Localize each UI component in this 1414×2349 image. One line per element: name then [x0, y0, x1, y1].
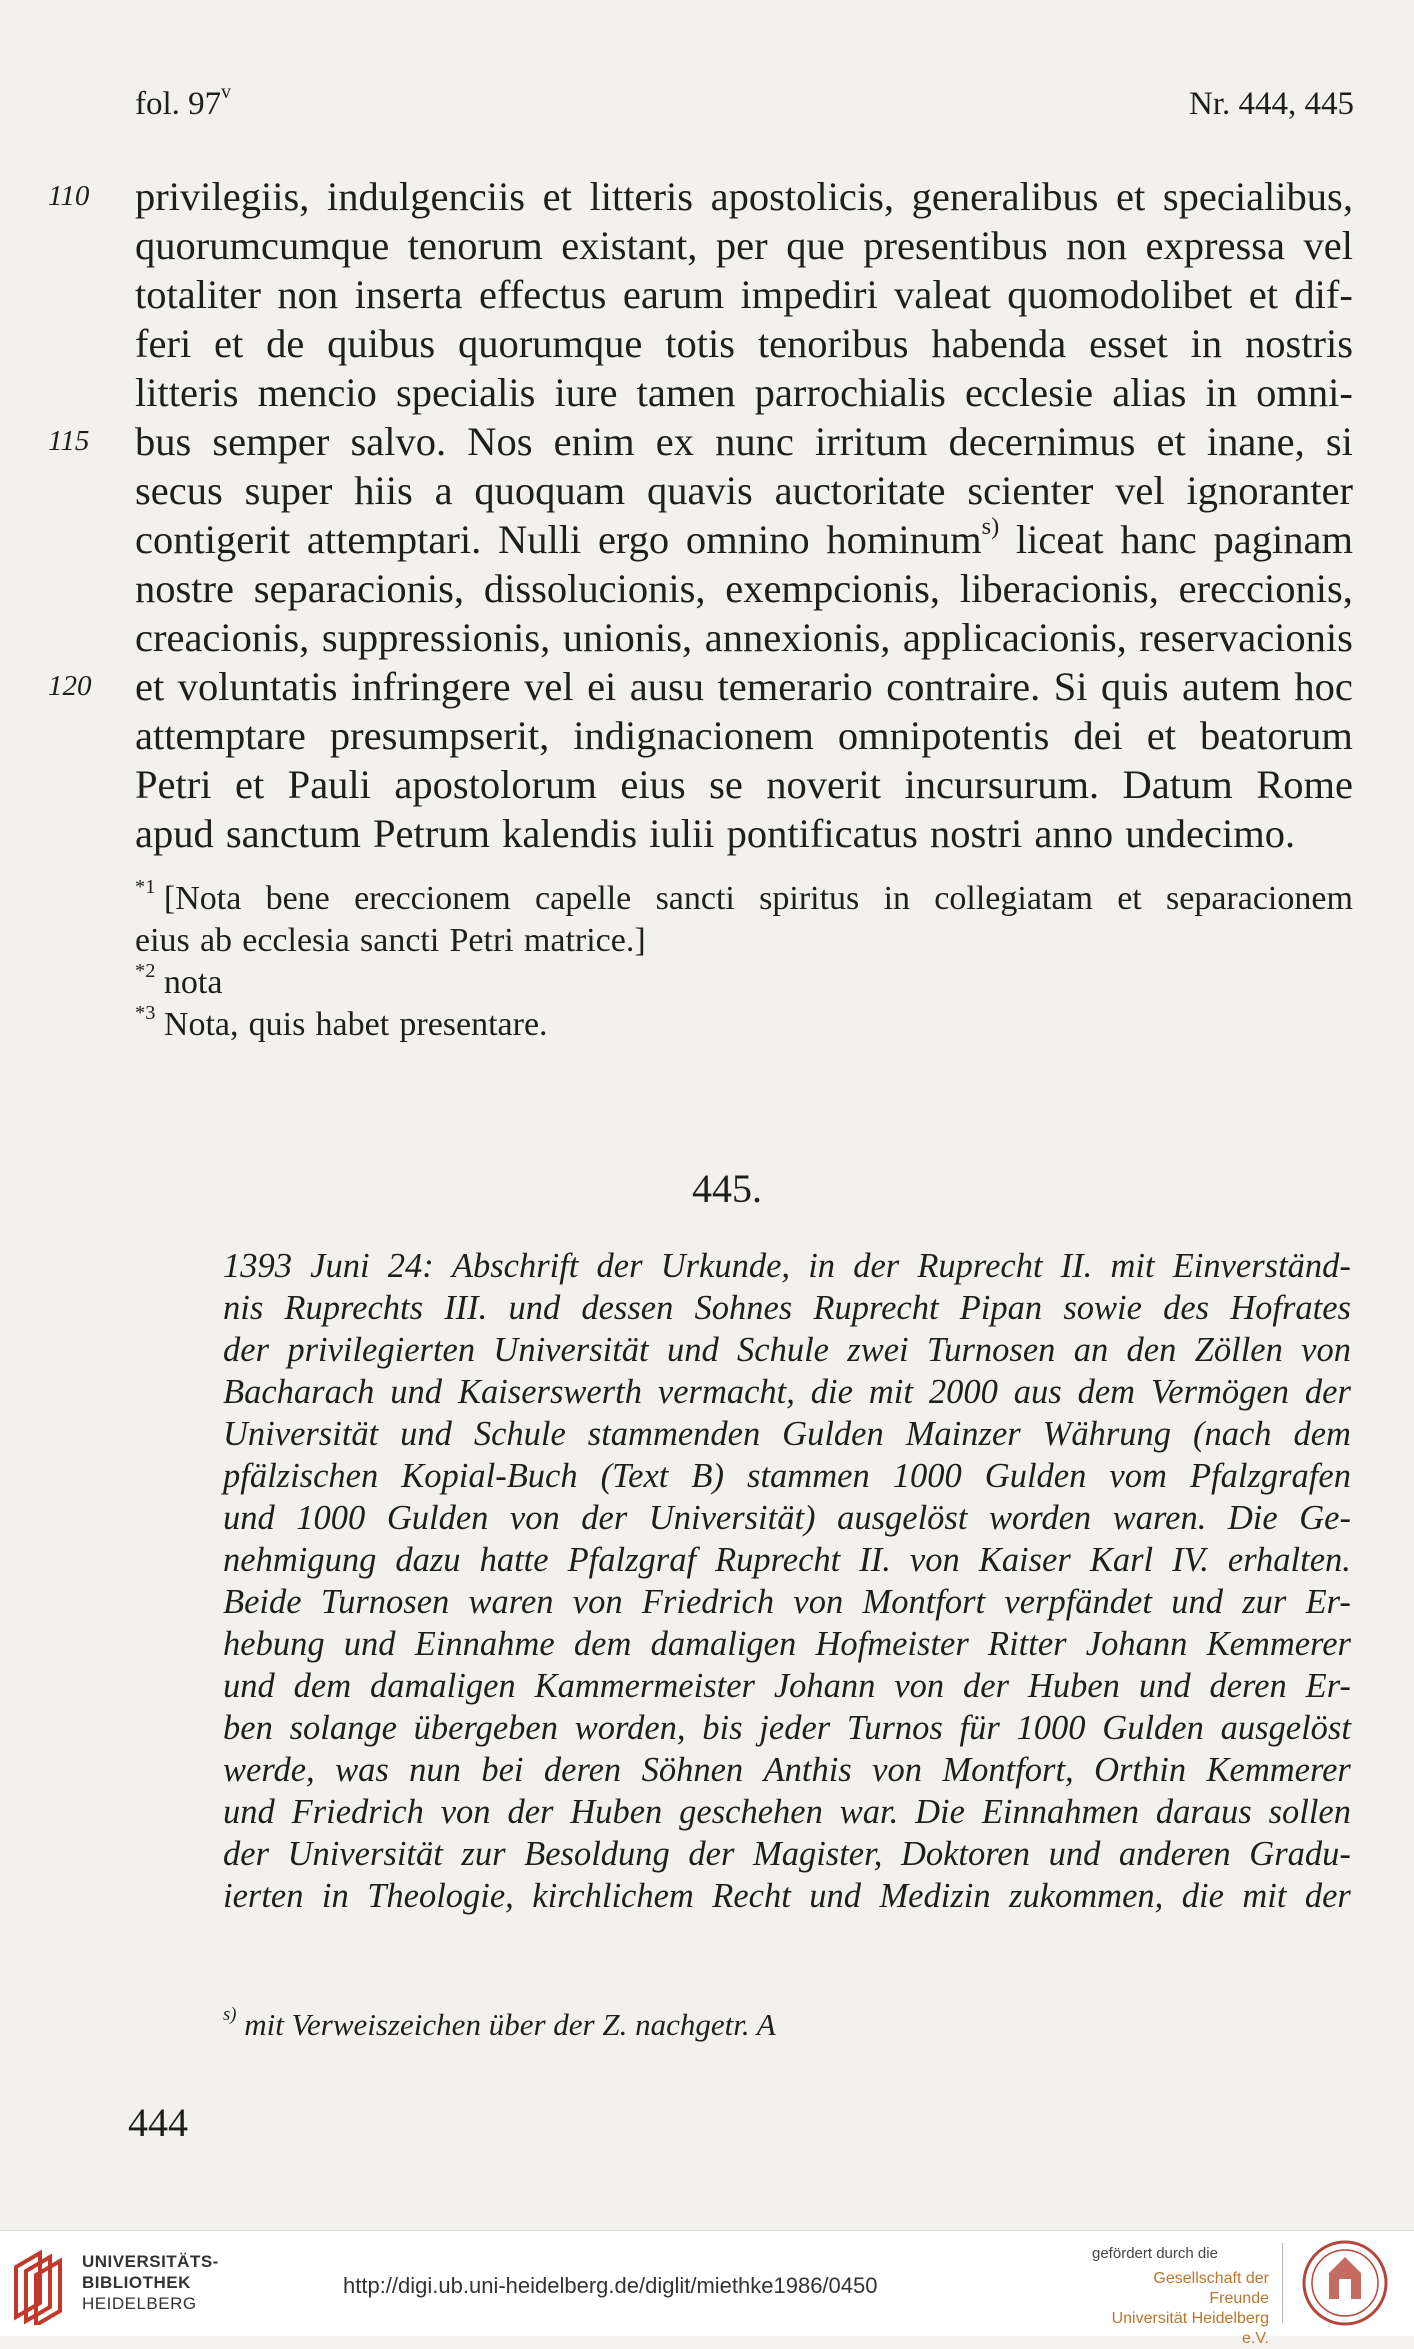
regest-line: 1393 Juni 24: Abschrift der Urkunde, in der Ruprecht II. mit Einverständ-	[223, 1247, 1351, 1285]
regest-line: hebung und Einnahme dem damaligen Hofmeister Ritter Johann Kemmerer	[223, 1625, 1351, 1663]
note-line: $^{*2}$ nota	[135, 959, 223, 1001]
main-text-body	[135, 172, 1353, 858]
document-number-reference: Nr. 444, 445	[1189, 86, 1354, 122]
university-seal-icon	[1295, 2239, 1395, 2327]
text-line: creacionis, suppressionis, unionis, annexionis, applicacionis, reservacionis	[135, 615, 1353, 660]
regest-line: und Friedrich von der Huben geschehen war. Die Einnahmen daraus sollen	[223, 1793, 1351, 1831]
marginal-notes	[135, 875, 1353, 1046]
source-url-link[interactable]: http://digi.ub.uni-heidelberg.de/diglit/miethke1986/0450	[343, 2273, 878, 2298]
note-marker: *1	[135, 875, 156, 898]
regest-line: der Universität zur Besoldung der Magister, Doktoren und anderen Gradu-	[223, 1835, 1351, 1873]
text-line: apud sanctum Petrum kalendis iulii pontificatus nostri anno undecimo.	[135, 811, 1296, 856]
text-line: secus super hiis a quoquam quavis auctoritate scienter vel ignoranter	[135, 468, 1353, 513]
regest-line: pfälzischen Kopial-Buch (Text B) stammen 1000 Gulden vom Pfalzgrafen	[223, 1457, 1351, 1495]
regest-line: nis Ruprechts III. und dessen Sohnes Ruprecht Pipan sowie des Hofrates	[223, 1289, 1351, 1327]
text-line: bus semper salvo. Nos enim ex nunc irritum decernimus et inane, si	[135, 419, 1353, 464]
folio-reference: fol. 97$^v$	[135, 81, 232, 122]
text-line: et voluntatis infringere vel ei ausu temerario contraire. Si quis autem hoc	[135, 664, 1353, 709]
text-line: Petri et Pauli apostolorum eius se noverit incursurum. Datum Rome	[135, 762, 1353, 807]
library-name: UNIVERSITÄTS- BIBLIOTHEK HEIDELBERG	[82, 2252, 219, 2313]
text-line: totaliter non inserta effectus earum impediri valeat quomodolibet et dif-	[135, 272, 1353, 317]
text-line: attemptare presumpserit, indignacionem omnipotentis dei et beatorum	[135, 713, 1353, 758]
document-number: 445.	[692, 1166, 762, 1211]
note-line: $^{*1}$ [Nota bene ereccionem capelle sancti spiritus in collegiatam et separacionem	[135, 875, 1353, 917]
regest-line: Bacharach und Kaiserswerth vermacht, die mit 2000 aus dem Vermögen der	[223, 1373, 1351, 1411]
funded-by-label: gefördert durch die	[1092, 2245, 1218, 2262]
library-logo-icon	[10, 2247, 70, 2325]
regest-line: und 1000 Gulden von der Universität) ausgelöst worden waren. Die Ge-	[223, 1499, 1351, 1537]
text-line: quorumcumque tenorum existant, per que presentibus non expressa vel	[135, 223, 1353, 268]
page-number: 444	[128, 2100, 188, 2145]
running-head	[135, 81, 1354, 126]
footnote-marker: s)	[981, 512, 1000, 540]
regest-line: ben solange übergeben worden, bis jeder Turnos für 1000 Gulden ausgelöst	[223, 1709, 1351, 1747]
text-line: contigerit attemptari. Nulli ergo omnino hominum$^{s)}$ liceat hanc paginam	[135, 512, 1353, 562]
text-line: feri et de quibus quorumque totis tenoribus habenda esset in nostris	[135, 321, 1353, 366]
regest-line: und dem damaligen Kammermeister Johann von der Huben und deren Er-	[223, 1667, 1351, 1705]
note-line: $^{*3}$ Nota, quis habet presentare.	[135, 1001, 548, 1043]
digitization-footer	[0, 2230, 1414, 2347]
regest-line: werde, was nun bei deren Söhnen Anthis von Montfort, Orthin Kemmerer	[223, 1751, 1351, 1789]
footnote: $^{s)}$ mit Verweiszeichen über der Z. nachgetr. A	[223, 2003, 776, 2042]
line-number-110: 110	[48, 180, 90, 212]
note-line: eius ab ecclesia sancti Petri matrice.]	[135, 922, 646, 959]
text-line: privilegiis, indulgenciis et litteris apostolicis, generalibus et specialibus,	[135, 174, 1353, 219]
text-line: nostre separacionis, dissolucionis, exempcionis, liberacionis, ereccionis,	[135, 566, 1353, 611]
society-name: Gesellschaft der Freunde Universität Heidelberg e.V.	[1111, 2270, 1269, 2347]
regest-line: der privilegierten Universität und Schule zwei Turnosen an den Zöllen von	[223, 1331, 1351, 1369]
line-number-115: 115	[48, 425, 90, 457]
regest-line: Universität und Schule stammenden Gulden Mainzer Währung (nach dem	[223, 1415, 1351, 1453]
text-line: litteris mencio specialis iure tamen parrochialis ecclesie alias in omni-	[135, 370, 1353, 415]
line-number-120: 120	[48, 670, 92, 702]
footer-divider	[1282, 2243, 1283, 2323]
note-marker: *3	[135, 1001, 156, 1024]
regest-line: nehmigung dazu hatte Pfalzgraf Ruprecht II. von Kaiser Karl IV. erhalten.	[223, 1541, 1351, 1579]
note-marker: *2	[135, 959, 156, 982]
regest-summary	[223, 1245, 1351, 1917]
regest-line: ierten in Theologie, kirchlichem Recht und Medizin zukommen, die mit der	[223, 1877, 1351, 1915]
regest-line: Beide Turnosen waren von Friedrich von Montfort verpfändet und zur Er-	[223, 1583, 1351, 1621]
